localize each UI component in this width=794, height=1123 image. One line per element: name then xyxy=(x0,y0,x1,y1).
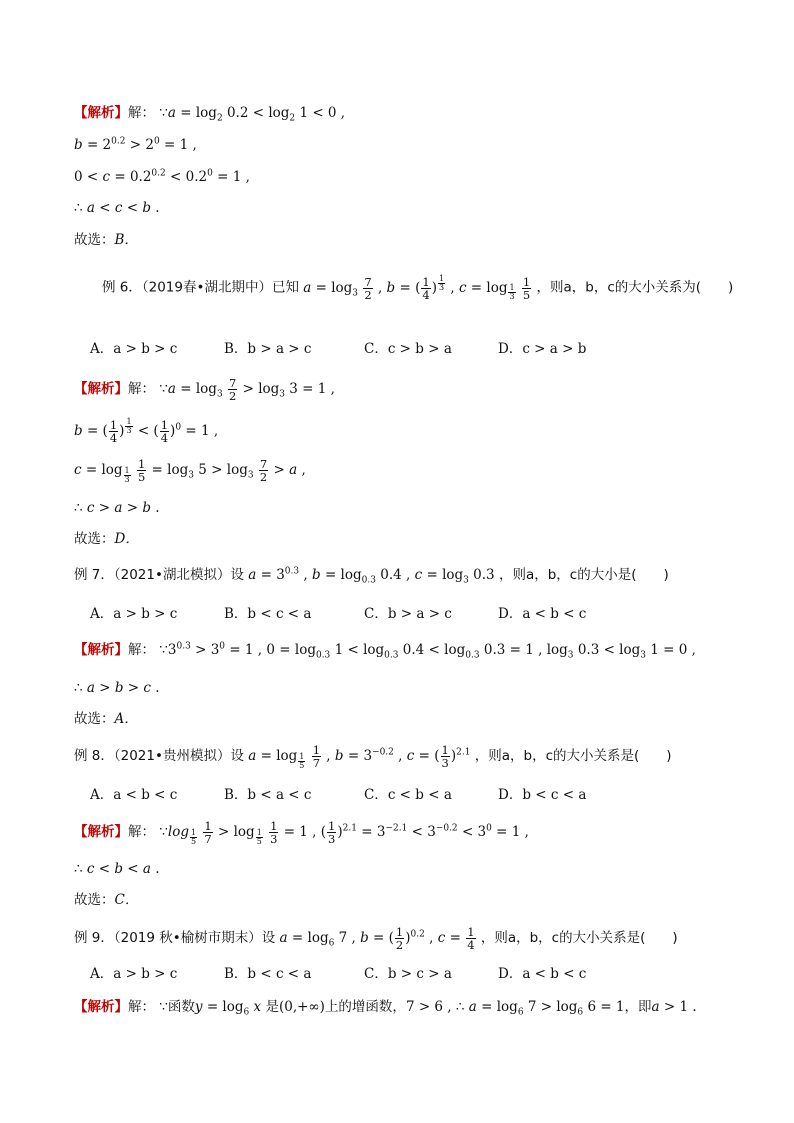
option-c[interactable]: C．c < b < a xyxy=(364,787,452,803)
option-d[interactable]: D．c > a > b xyxy=(498,341,587,357)
option-c[interactable]: C．c > b > a xyxy=(364,341,452,357)
example-6-answer-line xyxy=(74,530,139,548)
example-9-question xyxy=(74,926,678,951)
example-8-tail: ，则a，b，c的大小关系是( ) xyxy=(474,748,672,764)
prev-solution-line-2 xyxy=(74,136,197,154)
example-6-question xyxy=(102,275,733,301)
formula: $a = \log_6 7$ , b = ( $\frac{1}{2}$ )$^{0.2}$ , c = $\frac{1}{4}$ xyxy=(279,925,475,952)
example-7-title: 例 7．（2021•湖北模拟）设 xyxy=(74,567,244,583)
formula: ∴ a > b > c . xyxy=(74,680,160,696)
option-c[interactable]: C．b > c > a xyxy=(364,966,452,982)
example-8-answer-line xyxy=(74,891,138,909)
formula: ∵log $_{\frac{1}{5}}$ $\frac{1}{7}$ > log $_{\frac{1}{5}}$ $\frac{1}{3}$ = 1 , ( $\frac{1}{3}$ )$^{2.1} = 3^{-2.1} < 3^{-0.2} < 3^0 = 1$ , xyxy=(159,819,529,846)
option-d[interactable]: D．a < b < c xyxy=(498,606,587,622)
example-9-solution-line-1 xyxy=(74,998,697,1016)
example-6-solution-line-3 xyxy=(74,458,306,484)
example-9-tail: ，则a，b，c的大小关系是( ) xyxy=(480,930,678,946)
prev-solution-line-4 xyxy=(74,199,160,217)
analysis-tag: 【解析】 xyxy=(74,999,128,1015)
formula: ∵a = $\log_2 0.2 < \log_2 1 < 0$ , xyxy=(159,105,346,124)
formula: $a = 3^{0.3}$ , $b = \log_{0.3} 0.4$ , $c = \log_3 0.3$ xyxy=(248,566,495,586)
example-8-title: 例 8．（2021•贵州模拟）设 xyxy=(74,748,244,764)
formula: c = log $_{\frac{1}{3}}$ $\frac{1}{5}$ = $\log_3 5 > \log_3$ $\frac{7}{2}$ > a , xyxy=(74,457,306,484)
solution-label: 解： xyxy=(128,999,155,1015)
formula: $\because 3^{0.3} > 3^0 = 1$ , $0 = \log_{0.3} 1 < \log_{0.3} 0.4 < \log_{0.3} 0.3 = 1$ , $\log_3 0.3 < \log_3 1 = 0$ , xyxy=(159,641,696,661)
example-9-title: 例 9．（2019 秋•榆树市期末）设 xyxy=(74,930,276,946)
prev-solution-line-3 xyxy=(74,168,250,186)
example-6-title: 例 6．（2019春•湖北期中）已知 xyxy=(102,279,299,296)
example-8-solution-line-1 xyxy=(74,820,529,846)
option-a[interactable]: A．a > b > c xyxy=(90,966,178,982)
option-b[interactable]: B．b < c < a xyxy=(224,606,312,622)
analysis-tag: 【解析】 xyxy=(74,824,128,840)
answer-value: C． xyxy=(114,892,139,908)
answer-label: 故选： xyxy=(74,892,115,908)
analysis-tag: 【解析】 xyxy=(74,381,128,397)
answer-label: 故选： xyxy=(74,711,115,727)
solution-label: 解： xyxy=(128,105,155,121)
formula: $0 < c = 0.2^{0.2} < 0.2^0 = 1$ , xyxy=(74,168,250,185)
option-d[interactable]: D．a < b < c xyxy=(498,966,587,982)
option-b[interactable]: B．b < c < a xyxy=(224,966,312,982)
formula: b = ( $\frac{1}{4}$ ) $^{\frac{1}{3}}$ < ( $\frac{1}{4}$ )$^0$ = 1 , xyxy=(74,417,219,445)
solution-label: 解： xyxy=(128,824,155,840)
answer-value: B． xyxy=(114,232,138,248)
option-a[interactable]: A．a < b < c xyxy=(90,787,178,803)
example-7-question xyxy=(74,566,669,584)
option-a[interactable]: A．a > b > c xyxy=(90,341,178,357)
analysis-tag: 【解析】 xyxy=(74,642,128,658)
example-8-question xyxy=(74,744,672,770)
solution-label: 解： xyxy=(128,642,155,658)
option-c[interactable]: C．b > a > c xyxy=(364,606,452,622)
formula: ∴ c < b < a . xyxy=(74,861,160,877)
example-7-solution-line-2 xyxy=(74,679,160,697)
answer-value: D． xyxy=(114,531,139,547)
option-b[interactable]: B．b < a < c xyxy=(224,787,312,803)
formula: ∵a = $\log_3$ $\frac{7}{2}$ > $\log_3 3 = 1$ , xyxy=(159,376,335,403)
example-6-solution-line-2 xyxy=(74,418,218,444)
example-7-solution-line-1 xyxy=(74,641,696,659)
option-b[interactable]: B．b > a > c xyxy=(224,341,312,357)
example-6-solution-line-1 xyxy=(74,377,335,402)
formula: $a = \log_3$ $\frac{7}{2}$ , b = ( $\frac{1}{4}$ ) $^{\frac{1}{3}}$ , c = log $_{\frac{1}{3}}$ $\frac{1}{5}$ xyxy=(303,274,531,302)
answer-label: 故选： xyxy=(74,531,115,547)
answer-value: A． xyxy=(114,711,138,727)
example-6-solution-line-4 xyxy=(74,499,160,517)
prev-answer-line xyxy=(74,231,138,249)
formula: a = log $_{\frac{1}{5}}$ $\frac{1}{7}$ , $b = 3^{-0.2}$ , c = ( $\frac{1}{3}$ )$^{2.1}$ xyxy=(248,743,471,770)
option-a[interactable]: A．a > b > c xyxy=(90,606,178,622)
example-6-tail: ，则a，b，c的大小关系为( ) xyxy=(536,279,734,296)
example-8-solution-line-2 xyxy=(74,860,160,878)
example-7-tail: ，则a，b，c的大小是( ) xyxy=(498,567,669,583)
option-d[interactable]: D．b < c < a xyxy=(498,787,587,803)
answer-label: 故选： xyxy=(74,232,115,248)
solution-label: 解： xyxy=(128,381,155,397)
formula: ∴ a < c < b . xyxy=(74,200,160,216)
example-7-answer-line xyxy=(74,710,138,728)
analysis-tag: 【解析】 xyxy=(74,105,128,121)
formula: ∴ c > a > b . xyxy=(74,500,160,516)
formula: $b = 2^{0.2} > 2^0 = 1$ , xyxy=(74,136,197,153)
formula: ∵函数$y = \log_6 x$ 是(0,+∞)上的增函数，7 > 6 , ∴ $a = \log_6 7 > \log_6 6 = 1$，即a > 1 . xyxy=(159,999,697,1018)
prev-solution-line-1 xyxy=(74,104,345,122)
